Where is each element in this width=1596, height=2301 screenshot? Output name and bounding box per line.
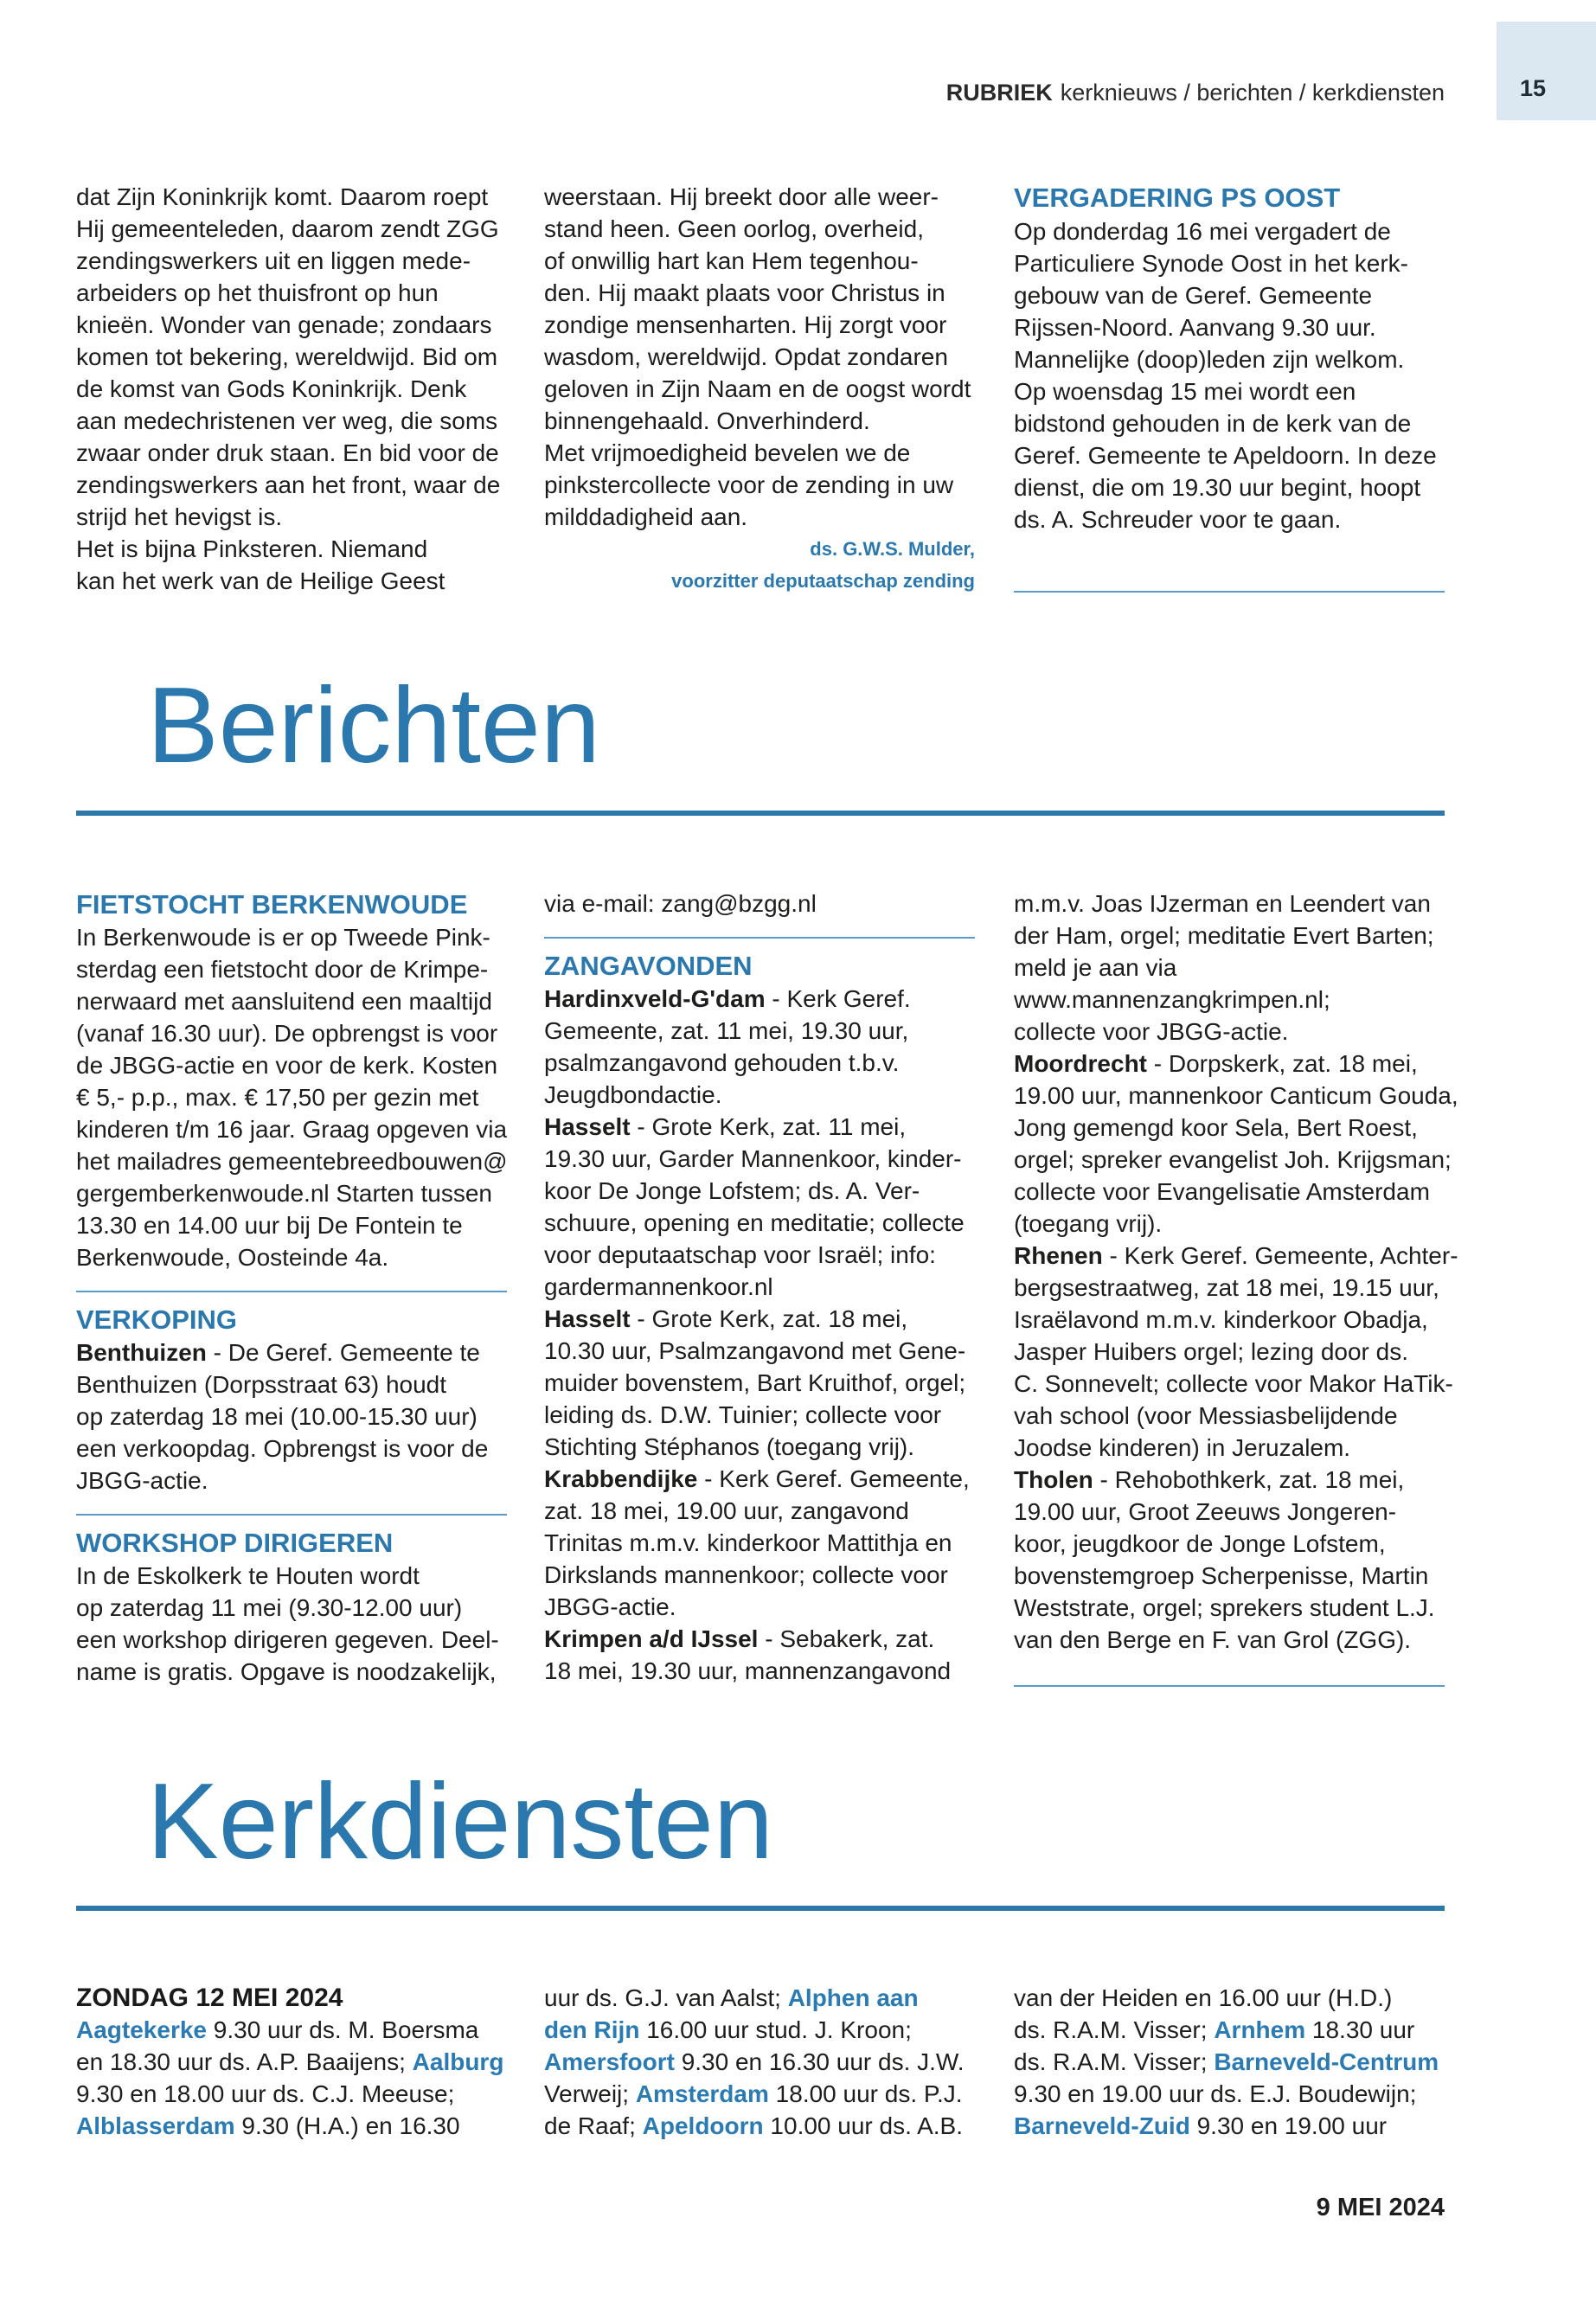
text-run: 9.30 (H.A.) en 16.30 [234, 2112, 460, 2139]
text-run: - Kerk Geref. [765, 985, 911, 1012]
text-line: koor, jeugdkoor de Jonge Lofstem, [1014, 1530, 1386, 1557]
text-line: binnengehaald. Onverhinderd. [544, 407, 870, 434]
text-line: kinderen t/m 16 jaar. Graag opgeven via [76, 1116, 508, 1143]
text-line: ds. A. Schreuder voor te gaan. [1014, 506, 1342, 533]
text-line [544, 2110, 975, 2142]
text-line: zwaar onder druk staan. En bid voor de [76, 439, 499, 466]
bold-name: Hardinxveld-G'dam [544, 985, 766, 1012]
text-line: In Berkenwoude is er op Tweede Pink- [76, 924, 490, 951]
text-line: 10.30 uur, Psalmzangavond met Gene- [544, 1337, 966, 1364]
text-line: Gemeente, zat. 11 mei, 19.30 uur, [544, 1017, 909, 1044]
separator-rule [1014, 591, 1445, 593]
text-line [544, 1623, 975, 1655]
text-line: de JBGG-actie en voor de kerk. Kosten [76, 1052, 498, 1079]
text-line: Dirkslands mannenkoor; collecte voor [544, 1561, 948, 1588]
text-line [544, 2046, 975, 2078]
text-line: 19.00 uur, mannenkoor Canticum Gouda, [1014, 1082, 1458, 1109]
place-name: Alphen aan [787, 1984, 919, 2011]
text-line [544, 2078, 975, 2110]
text-line: of onwillig hart kan Hem tegenhou- [544, 247, 919, 274]
place-name: Arnhem [1214, 2016, 1306, 2043]
text-line: kan het werk van de Heilige Geest [76, 567, 445, 594]
text-line: schuure, opening en meditatie; collecte [544, 1209, 965, 1236]
text-line: van den Berge en F. van Grol (ZGG). [1014, 1626, 1412, 1653]
text-line: Hij gemeenteleden, daarom zendt ZGG [76, 215, 499, 242]
text-line: 9.30 en 19.00 uur ds. E.J. Boudewijn; [1014, 2080, 1417, 2107]
text-line [76, 1336, 507, 1368]
text-line: strijd het hevigst is. [76, 503, 283, 530]
text-line: den. Hij maakt plaats voor Christus in [544, 279, 945, 306]
text-line: Benthuizen (Dorpsstraat 63) houdt [76, 1371, 447, 1398]
text-line [1014, 2110, 1445, 2142]
text-line: milddadigheid aan. [544, 503, 748, 530]
section-heading: VERGADERING PS OOST [1014, 183, 1341, 213]
text-line: (toegang vrij). [1014, 1210, 1163, 1237]
text-line: www.mannenzangkrimpen.nl; [1014, 986, 1330, 1013]
text-run: - Grote Kerk, zat. 11 mei, [630, 1113, 907, 1140]
text-line: gardermannenkoor.nl [544, 1273, 773, 1300]
text-line: C. Sonnevelt; collecte voor Makor HaTik- [1014, 1370, 1453, 1397]
text-line: Jeugdbondactie. [544, 1081, 722, 1108]
text-run: 9.30 uur ds. M. Boersma [206, 2016, 479, 2043]
date-heading: ZONDAG 12 MEI 2024 [76, 1984, 343, 2012]
rubriek-label: RUBRIEK [945, 80, 1053, 106]
text-line: collecte voor JBGG-actie. [1014, 1018, 1289, 1045]
issue-date: 9 MEI 2024 [1316, 2194, 1445, 2221]
signature-line: voorzitter deputaatschap zending [671, 570, 975, 592]
section-title-berichten: Berichten [147, 666, 600, 785]
text-run: - Rehobothkerk, zat. 18 mei, [1093, 1466, 1405, 1493]
text-line: een verkoopdag. Opbrengst is voor de [76, 1435, 489, 1462]
text-line: op zaterdag 18 mei (10.00-15.30 uur) [76, 1403, 478, 1430]
text-line: orgel; spreker evangelist Joh. Krijgsman; [1014, 1146, 1452, 1173]
bold-name: Hasselt [544, 1113, 631, 1140]
intro-column-middle [544, 181, 975, 597]
text-run: ds. R.A.M. Visser; [1014, 2016, 1215, 2043]
place-name: Barneveld-Centrum [1214, 2048, 1439, 2075]
text-run: uur ds. G.J. van Aalst; [544, 1984, 788, 2011]
text-line [544, 1982, 975, 2014]
separator-rule [76, 1291, 507, 1292]
text-line: JBGG-actie. [76, 1467, 208, 1494]
text-line: Trinitas m.m.v. kinderkoor Mattithja en [544, 1529, 952, 1556]
text-line: zondige mensenharten. Hij zorgt voor [544, 311, 947, 338]
text-run: - Sebakerk, zat. [758, 1625, 935, 1652]
place-name: Amersfoort [544, 2048, 675, 2075]
text-line: bovenstemgroep Scherpenisse, Martin [1014, 1562, 1429, 1589]
text-line [1014, 2046, 1445, 2078]
page-number: 15 [1520, 75, 1547, 101]
kerkdiensten-column-right [1014, 1982, 1445, 2142]
text-line: Jong gemengd koor Sela, Bert Roest, [1014, 1114, 1418, 1141]
text-line: gebouw van de Geref. Gemeente [1014, 282, 1373, 309]
text-line: sterdag een fietstocht door de Krimpe- [76, 956, 489, 983]
berichten-column-left [76, 888, 507, 1688]
place-name: Alblasserdam [76, 2112, 235, 2139]
text-line: zat. 18 mei, 19.00 uur, zangavond [544, 1497, 909, 1524]
section-heading: FIETSTOCHT BERKENWOUDE [76, 889, 468, 920]
text-line: knieën. Wonder van genade; zondaars [76, 311, 492, 338]
place-name: Amsterdam [635, 2080, 769, 2107]
text-line: Joodse kinderen) in Jeruzalem. [1014, 1434, 1351, 1461]
text-line: € 5,- p.p., max. € 17,50 per gezin met [76, 1084, 479, 1111]
text-line: wasdom, wereldwijd. Opdat zondaren [544, 343, 948, 370]
text-line: dat Zijn Koninkrijk komt. Daarom roept [76, 183, 489, 210]
bold-name: Tholen [1014, 1466, 1093, 1493]
text-line [76, 2110, 507, 2142]
page-number-tab [1497, 22, 1596, 120]
bold-name: Hasselt [544, 1305, 631, 1332]
text-line: de komst van Gods Koninkrijk. Denk [76, 375, 467, 402]
text-line: Het is bijna Pinksteren. Niemand [76, 535, 428, 562]
text-run: en 18.30 uur ds. A.P. Baaijens; [76, 2048, 413, 2075]
text-line: voor deputaatschap voor Israël; info: [544, 1241, 936, 1268]
section-title-kerkdiensten: Kerkdiensten [147, 1762, 773, 1881]
place-name: Apeldoorn [642, 2112, 764, 2139]
separator-rule [1014, 1685, 1445, 1687]
text-line: Weststrate, orgel; sprekers student L.J. [1014, 1594, 1435, 1621]
text-line: bidstond gehouden in de kerk van de [1014, 410, 1412, 437]
text-line: komen tot bekering, wereldwijd. Bid om [76, 343, 498, 370]
text-line: op zaterdag 11 mei (9.30-12.00 uur) [76, 1594, 463, 1621]
text-line [544, 983, 975, 1015]
bold-name: Krabbendijke [544, 1465, 698, 1492]
text-line: Rijssen-Noord. Aanvang 9.30 uur. [1014, 314, 1376, 341]
rubriek-sections: kerknieuws / berichten / kerkdiensten [1060, 80, 1445, 106]
text-line: het mailadres gemeentebreedbouwen@ [76, 1148, 508, 1175]
berichten-column-middle [544, 888, 975, 1687]
place-name: Barneveld-Zuid [1014, 2112, 1190, 2139]
text-line [544, 2014, 975, 2046]
text-line: 18 mei, 19.30 uur, mannenzangavond [544, 1657, 952, 1684]
text-line: 19.00 uur, Groot Zeeuws Jongeren- [1014, 1498, 1397, 1525]
text-line: zendingswerkers aan het front, waar de [76, 471, 501, 498]
text-line: Met vrijmoedigheid bevelen we de [544, 439, 911, 466]
text-line: 13.30 en 14.00 uur bij De Fontein te [76, 1212, 463, 1239]
text-line: psalmzangavond gehouden t.b.v. [544, 1049, 900, 1076]
running-header [946, 77, 1445, 108]
text-line: aan medechristenen ver weg, die soms [76, 407, 498, 434]
text-run: - Grote Kerk, zat. 18 mei, [630, 1305, 908, 1332]
text-line: 9.30 en 18.00 uur ds. C.J. Meeuse; [76, 2080, 455, 2107]
text-line [1014, 1240, 1458, 1272]
bold-name: Benthuizen [76, 1339, 207, 1366]
text-line: muider bovenstem, Bart Kruithof, orgel; [544, 1369, 966, 1396]
section-heading: VERKOPING [76, 1304, 238, 1335]
text-line: In de Eskolkerk te Houten wordt [76, 1562, 420, 1589]
text-line [544, 1111, 975, 1143]
text-run: - Dorpskerk, zat. 18 mei, [1147, 1050, 1418, 1077]
text-run: Verweij; [544, 2080, 636, 2107]
text-run: 18.00 uur ds. P.J. [768, 2080, 963, 2107]
text-line: zendingswerkers uit en liggen mede- [76, 247, 471, 274]
bold-name: Rhenen [1014, 1242, 1103, 1269]
text-line: (vanaf 16.30 uur). De opbrengst is voor [76, 1020, 498, 1047]
section-divider [76, 1906, 1445, 1911]
text-line: leiding ds. D.W. Tuinier; collecte voor [544, 1401, 942, 1428]
separator-rule [544, 937, 975, 939]
text-line: JBGG-actie. [544, 1593, 676, 1620]
text-line: m.m.v. Joas IJzerman en Leendert van [1014, 890, 1431, 917]
kerkdiensten-column-left [76, 1982, 507, 2142]
section-heading: ZANGAVONDEN [544, 951, 753, 981]
text-line: Jasper Huibers orgel; lezing door ds. [1014, 1338, 1409, 1365]
text-line: koor De Jonge Lofstem; ds. A. Ver- [544, 1177, 920, 1204]
text-line: Op woensdag 15 mei wordt een [1014, 378, 1356, 405]
text-line: arbeiders op het thuisfront op hun [76, 279, 439, 306]
bold-name: Krimpen a/d IJssel [544, 1625, 759, 1652]
text-line: collecte voor Evangelisatie Amsterdam [1014, 1178, 1430, 1205]
text-line: Mannelijke (doop)leden zijn welkom. [1014, 346, 1405, 373]
text-line: 19.30 uur, Garder Mannenkoor, kinder- [544, 1145, 962, 1172]
text-line: weerstaan. Hij breekt door alle weer- [544, 183, 939, 210]
text-line: name is gratis. Opgave is noodzakelijk, [76, 1658, 497, 1685]
text-line: via e-mail: zang@bzgg.nl [544, 890, 817, 917]
section-divider [76, 811, 1445, 816]
text-run: 16.00 uur stud. J. Kroon; [639, 2016, 912, 2043]
kerkdiensten-column-middle [544, 1982, 975, 2142]
place-name: den Rijn [544, 2016, 640, 2043]
text-run: - Kerk Geref. Gemeente, [697, 1465, 970, 1492]
text-line: pinkstercollecte voor de zending in uw [544, 471, 954, 498]
text-line: bergsestraatweg, zat 18 mei, 19.15 uur, [1014, 1274, 1439, 1301]
bold-name: Moordrecht [1014, 1050, 1147, 1077]
place-name: Aalburg [412, 2048, 504, 2075]
text-run: 9.30 en 16.30 uur ds. J.W. [674, 2048, 965, 2075]
text-run: 10.00 uur ds. A.B. [763, 2112, 964, 2139]
text-line: Stichting Stéphanos (toegang vrij). [544, 1433, 915, 1460]
text-line: dienst, die om 19.30 uur begint, hoopt [1014, 474, 1421, 501]
section-heading: WORKSHOP DIRIGEREN [76, 1528, 394, 1558]
text-line: Geref. Gemeente te Apeldoorn. In deze [1014, 442, 1437, 469]
separator-rule [76, 1514, 507, 1516]
intro-column-left [76, 181, 507, 597]
text-line [544, 1303, 975, 1335]
text-run: de Raaf; [544, 2112, 643, 2139]
text-line: van der Heiden en 16.00 uur (H.D.) [1014, 1984, 1393, 2011]
text-line: der Ham, orgel; meditatie Evert Barten; [1014, 922, 1434, 949]
text-run: - De Geref. Gemeente te [206, 1339, 480, 1366]
text-line [544, 1463, 975, 1495]
text-line [1014, 1048, 1445, 1080]
text-line: stand heen. Geen oorlog, overheid, [544, 215, 924, 242]
signature-line: ds. G.W.S. Mulder, [810, 538, 975, 560]
text-line: Particuliere Synode Oost in het kerk- [1014, 250, 1408, 277]
text-line: een workshop dirigeren gegeven. Deel- [76, 1626, 499, 1653]
text-run: 18.30 uur [1305, 2016, 1415, 2043]
text-line [1014, 2014, 1445, 2046]
text-line [1014, 1464, 1445, 1496]
intro-column-right [1014, 181, 1445, 535]
text-line [76, 2014, 507, 2046]
text-line: gergemberkenwoude.nl Starten tussen [76, 1180, 492, 1207]
text-line: nerwaard met aansluitend een maaltijd [76, 988, 492, 1015]
text-line [76, 2046, 507, 2078]
text-line: meld je aan via [1014, 954, 1177, 981]
text-run: ds. R.A.M. Visser; [1014, 2048, 1215, 2075]
text-line: Berkenwoude, Oosteinde 4a. [76, 1244, 389, 1271]
text-line: geloven in Zijn Naam en de oogst wordt [544, 375, 971, 402]
place-name: Aagtekerke [76, 2016, 207, 2043]
text-run: 9.30 en 19.00 uur [1189, 2112, 1388, 2139]
text-line: Israëlavond m.m.v. kinderkoor Obadja, [1014, 1306, 1428, 1333]
text-line: Op donderdag 16 mei vergadert de [1014, 218, 1391, 245]
text-line: vah school (voor Messiasbelijdende [1014, 1402, 1398, 1429]
berichten-column-right [1014, 888, 1458, 1656]
text-run: - Kerk Geref. Gemeente, Achter- [1102, 1242, 1458, 1269]
